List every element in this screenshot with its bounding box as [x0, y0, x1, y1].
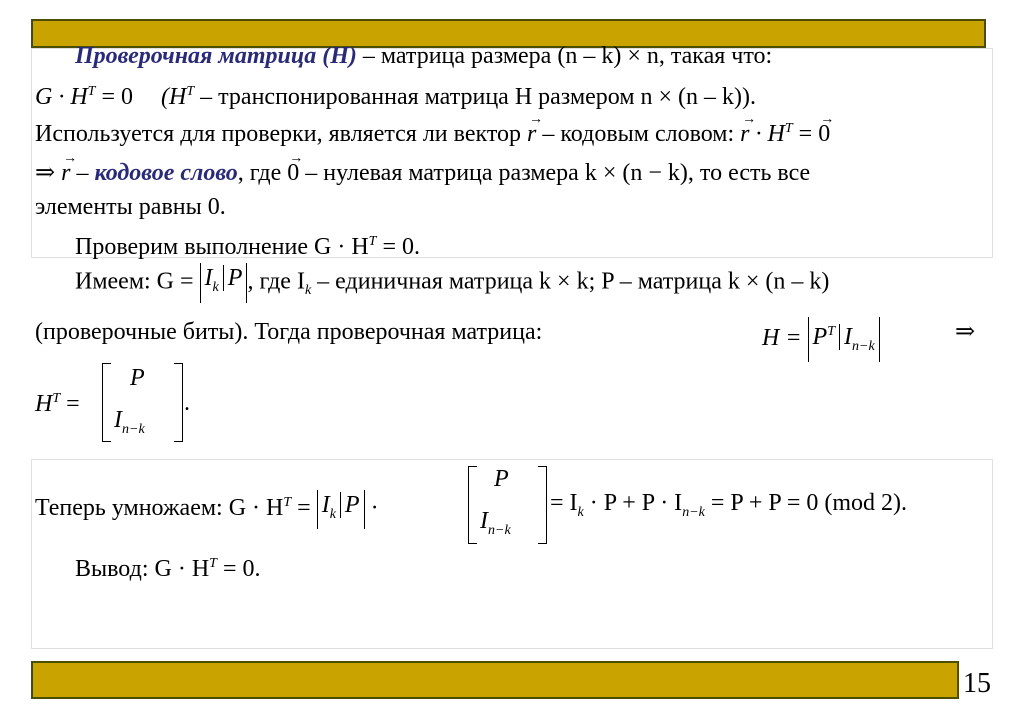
- m-k: k: [329, 506, 336, 522]
- sup-t6: T: [368, 234, 377, 249]
- m-right-bracket: [538, 466, 547, 544]
- h-p: P: [812, 324, 828, 350]
- sup-t: T: [87, 84, 96, 99]
- multiply-line: [35, 488, 379, 529]
- equals: =: [792, 121, 819, 147]
- definition-text: – матрица размера (n – k) × n, такая что:: [356, 43, 773, 69]
- term-check-matrix: Проверочная матрица (Н): [75, 43, 357, 69]
- term-codeword: кодовое слово: [94, 160, 238, 186]
- usage-rest: – кодовым словом:: [536, 121, 741, 147]
- definition-line: [75, 41, 987, 71]
- check-bits-text: (проверочные биты). Тогда проверочная матрица:: [35, 319, 543, 345]
- m-eq: =: [291, 495, 317, 521]
- ht-p: P: [130, 365, 145, 391]
- elements-line: элементы равны 0.: [35, 194, 226, 220]
- conclusion-text: Вывод: G · H: [75, 556, 210, 582]
- verify-eq: = 0.: [376, 234, 421, 260]
- ht-i-letter: I: [114, 407, 122, 433]
- sup-t3: T: [784, 121, 793, 136]
- matrix-p: P: [223, 265, 243, 291]
- verify-text: Проверим выполнение G · H: [75, 234, 369, 260]
- ht-i: [114, 405, 145, 445]
- ht-right-bracket: [174, 363, 183, 442]
- ht-sup: T: [52, 391, 61, 406]
- vector-r: → r: [527, 119, 536, 149]
- multiply-text: Теперь умножаем: G · H: [35, 495, 284, 521]
- check-matrix-line: [35, 317, 987, 354]
- ht-h: H: [35, 391, 53, 417]
- ht-eq: =: [60, 391, 80, 417]
- dot-ht: · H: [749, 121, 785, 147]
- ht-label: [35, 384, 80, 419]
- identity-i: I: [204, 265, 213, 291]
- m-col-i: [480, 506, 511, 546]
- m-sup: T: [283, 495, 292, 510]
- verify-line: [75, 227, 420, 262]
- sub-k: k: [212, 279, 219, 295]
- sub-k2: k: [304, 283, 312, 299]
- m-col-nk: n−k: [488, 522, 511, 538]
- m-i: I: [321, 491, 330, 518]
- equals-zero: = 0: [95, 84, 134, 110]
- implies-arrow: ⇒: [35, 160, 62, 186]
- transpose-desc: – транспонированная матрица H размером n × (n – k)).: [194, 84, 757, 110]
- multiply-result: [550, 488, 907, 528]
- m-p: P: [340, 492, 360, 518]
- footer-bar: [31, 661, 959, 699]
- have-text: Имеем: G =: [75, 268, 200, 295]
- m-rest2: · P + P · I: [583, 490, 683, 516]
- ht-dot: .: [184, 390, 190, 416]
- transpose-line: [35, 77, 987, 112]
- m-rest3: = P + P = 0 (mod 2).: [704, 490, 908, 516]
- h-nk: n−k: [852, 338, 875, 354]
- sup-t2: T: [186, 84, 195, 99]
- have-rest: , где I: [247, 268, 305, 295]
- h-pt: T: [827, 324, 835, 339]
- check-usage-line: [35, 114, 830, 149]
- g-matrix: [200, 263, 248, 303]
- page-number: 15: [963, 668, 991, 699]
- g-ht-expr: G · H: [35, 84, 88, 110]
- paren-ht: (H: [161, 84, 187, 110]
- m-g-matrix: [317, 490, 365, 530]
- h-expr: [762, 317, 880, 362]
- m-sub2: n−k: [682, 504, 705, 520]
- zero-vector2: → 0: [287, 158, 299, 188]
- implies-arrow2: ⇒: [955, 319, 976, 345]
- c-sup: T: [209, 556, 217, 571]
- vector-r-expr: → r: [740, 119, 749, 149]
- conclusion-line: [75, 549, 261, 584]
- h-eq: H =: [762, 324, 808, 351]
- m-dot: ·: [364, 495, 379, 521]
- zero-vector: → 0: [818, 119, 830, 149]
- h-matrix: [808, 317, 880, 362]
- codeword-line: [35, 158, 810, 188]
- ht-nk: n−k: [122, 421, 145, 437]
- have-rest2: – единичная матрица k × k; P – матрица k × (n – k): [311, 268, 830, 295]
- codeword-rest: , где: [237, 160, 288, 186]
- m-rest: = I: [550, 490, 578, 516]
- usage-text: Используется для проверки, является ли вектор: [35, 121, 528, 147]
- h-i: I: [839, 324, 852, 350]
- m-col-p: P: [494, 466, 509, 492]
- have-line: [75, 263, 829, 306]
- m-col-i-letter: I: [480, 508, 488, 534]
- m-left-bracket: [468, 466, 477, 544]
- codeword-rest2: – нулевая матрица размера k × (n − k), то есть все: [299, 160, 811, 186]
- c-eq: = 0.: [216, 556, 261, 582]
- ht-left-bracket: [102, 363, 111, 442]
- vector-r2: → r: [61, 158, 70, 188]
- m-sub1: k: [577, 504, 584, 520]
- dash: –: [70, 160, 95, 186]
